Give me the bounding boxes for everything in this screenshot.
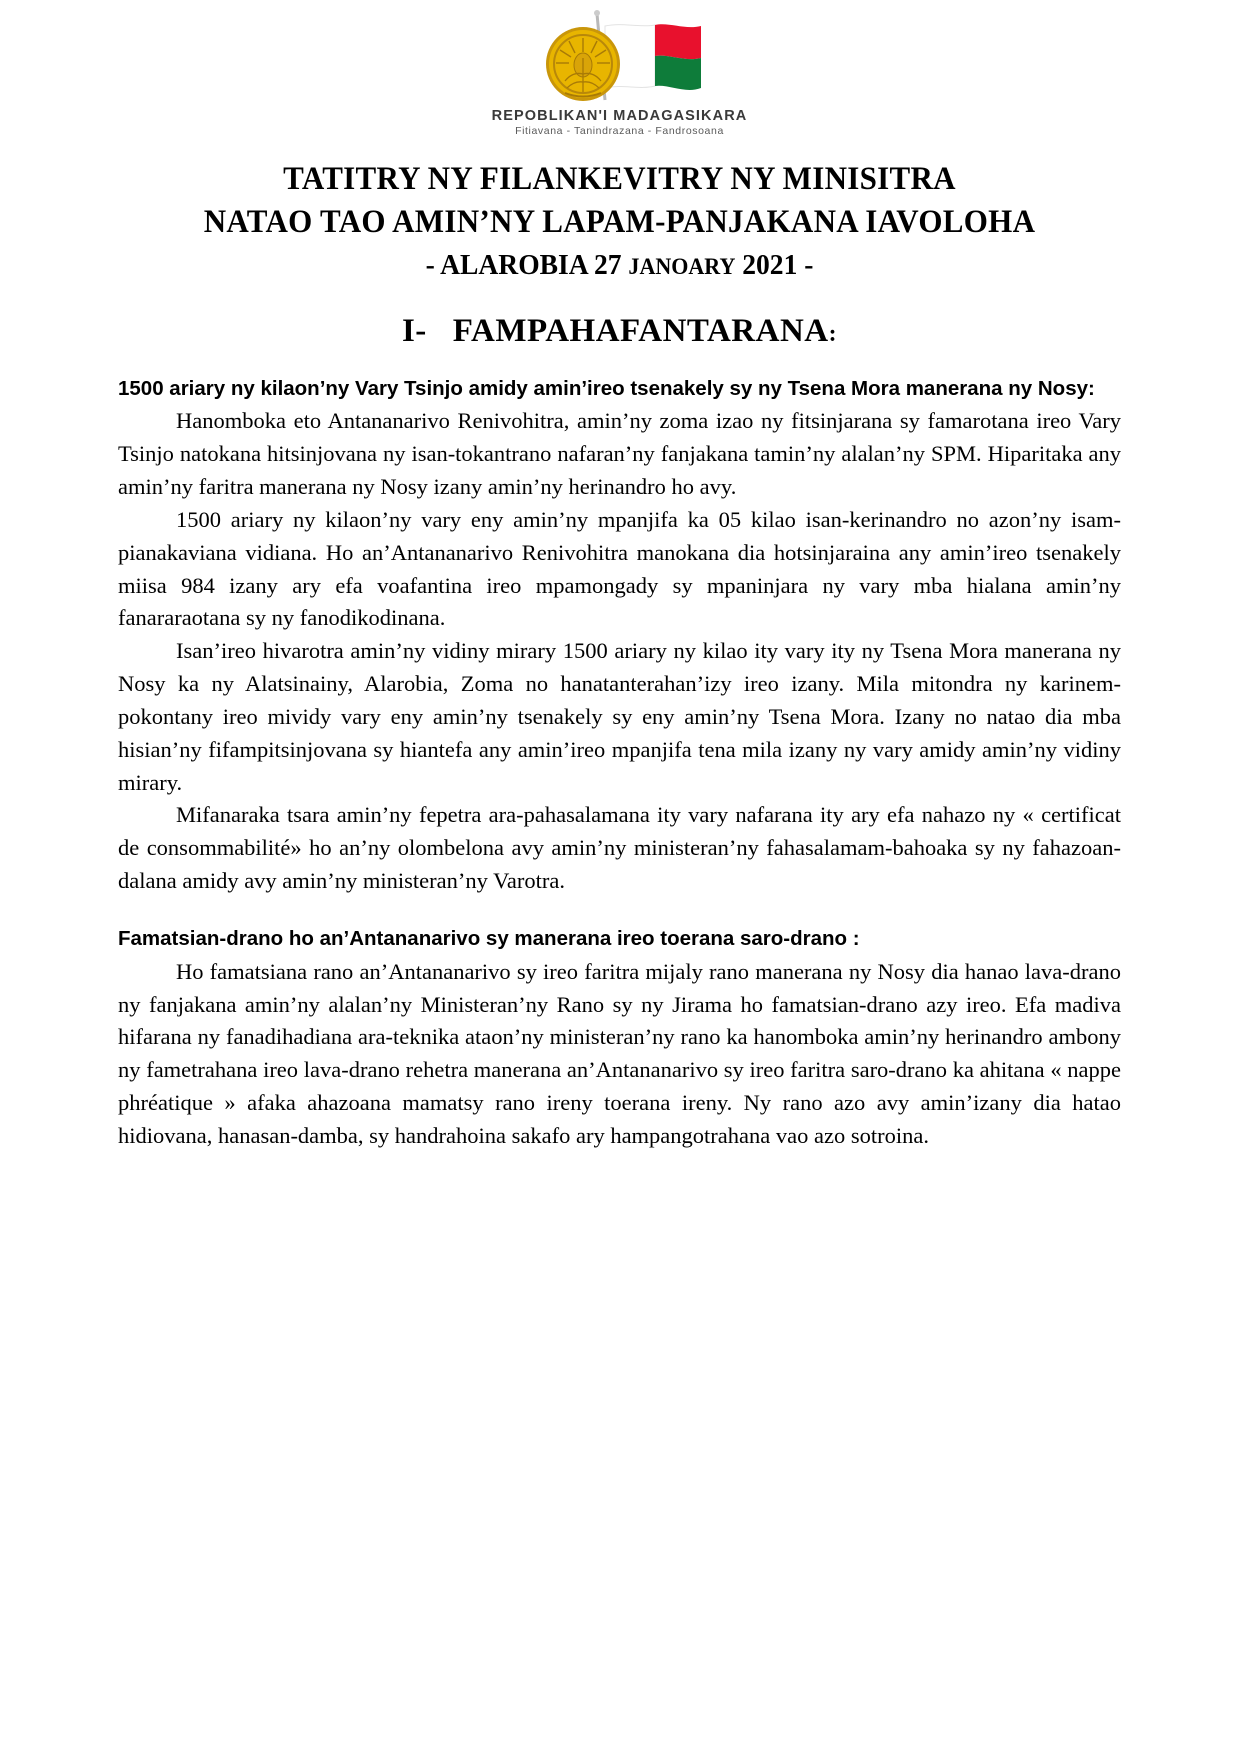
document-body [118,350,1121,1153]
date-dash-left: - [425,248,435,281]
subsection-1-paragraph-4: Mifanaraka tsara amin’ny fepetra ara-pahasalamana ity vary nafarana ity ary efa nahazo ny « certificat de consommabilité» ho an’ny olombelona avy amin’ny ministeran’ny fahasalamam-bahoaka sy ny fahazoan-dalana amidy avy amin’ny ministeran’ny Varotra. [118,802,1121,894]
section-heading-text: FAMPAHAFANTARANA [452,312,829,349]
subsection-2-lead-text: Famatsian-drano ho an’Antananarivo sy manerana ireo toerana saro-drano [118,926,848,950]
emblem-caption [492,109,748,136]
section-number: I- [401,312,427,349]
subsection-1-lead [118,374,1121,404]
section-heading [0,313,1239,350]
subsection-1-paragraph-1: Hanomboka eto Antananarivo Renivohitra, amin’ny zoma izao ny fitsinjarana sy famarotana ireo Vary Tsinjo natokana hitsinjovana ny isan-tokantrano nafaran’ny fanjakana tamin’ny alalan’ny SPM. Hiparitaka any amin’ny faritra manerana ny Nosy izany amin’ny herinandro ho avy. [118,408,1121,499]
subsection-1-lead-text: 1500 ariary ny kilaon’ny Vary Tsinjo amidy amin’ireo tsenakely sy ny Tsena Mora manerana ny Nosy [118,376,1089,400]
republic-name: REPOBLIKAN'I MADAGASIKARA [491,108,748,124]
national-motto: Fitiavana - Tanindrazana - Fandrosoana [515,124,724,137]
date-dash-right: - [804,248,814,281]
document-date [31,248,1208,283]
document-title-line-2: NATAO TAO AMIN’NY LAPAM-PANJAKANA IAVOLOHA [203,203,1036,240]
subsection-1-paragraph-2: 1500 ariary ny kilaon’ny vary eny amin’ny mpanjifa ka 05 kilao isan-kerinandro no azon’ny isam-pianakaviana vidiana. Ho an’Antananarivo Renivohitra manokana dia hotsinjaraina any amin’ireo tsenakely miisa 984 izany ary efa voafantina ireo mpamongady sy mpaninjara ny vary mba hialana amin’ny fanararaotana sy ny fanodikodinana. [118,506,1121,631]
section-heading-colon: : [828,320,838,347]
date-weekday-day: ALAROBIA 27 [440,248,629,281]
document-title [94,158,1146,244]
subsection-1-lead-colon: : [1088,376,1095,400]
subsection-2-lead-colon: : [852,926,860,950]
madagascar-national-emblem-icon [505,8,735,113]
document-title-line-1: TATITRY NY FILANKEVITRY NY MINISITRA [283,161,956,197]
document-header [0,0,1239,136]
subsection-2-lead [118,924,1121,954]
subsection-2-paragraph-1: Ho famatsiana rano an’Antananarivo sy ireo faritra mijaly rano manerana ny Nosy dia hanao lava-drano ny fanjakana amin’ny alalan’ny Ministeran’ny Rano sy ny Jirama ho famatsian-drano azy ireo. Efa madiva hifarana ny fanadihadiana ara-teknika ataon’ny ministeran’ny rano ka hanomboka amin’ny herinandro ambony ny fametrahana ireo lava-drano rehetra manerana an’Antananarivo sy ireo faritra saro-drano ka ahitana « nappe phréatique » afaka ahazoana mamatsy rano ireny toerana ireny. Ny rano azo avy amin’izany dia hatao hidiovana, hanasan-damba, sy handrahoina sakafo ary hampangotrahana vao azo sotroina. [118,958,1121,1148]
subsection-1-paragraph-3: Isan’ireo hivarotra amin’ny vidiny mirary 1500 ariary ny kilao ity vary ity ny Tsena Mora manerana ny Nosy ka ny Alatsinainy, Alarobia, Zoma no hanatanterahan’izy ireo izany. Mila mitondra ny karinem-pokontany ireo mividy vary eny amin’ny tsenakely sy eny amin’ny Tsena Mora. Izany no natao dia mba hisian’ny fifampitsinjovana sy hiantefa any amin’ireo mpanjifa tena mila izany ny vary amidy amin’ny vidiny mirary. [118,638,1121,795]
date-year: 2021 [735,248,798,281]
date-month: JANOARY [628,253,736,280]
